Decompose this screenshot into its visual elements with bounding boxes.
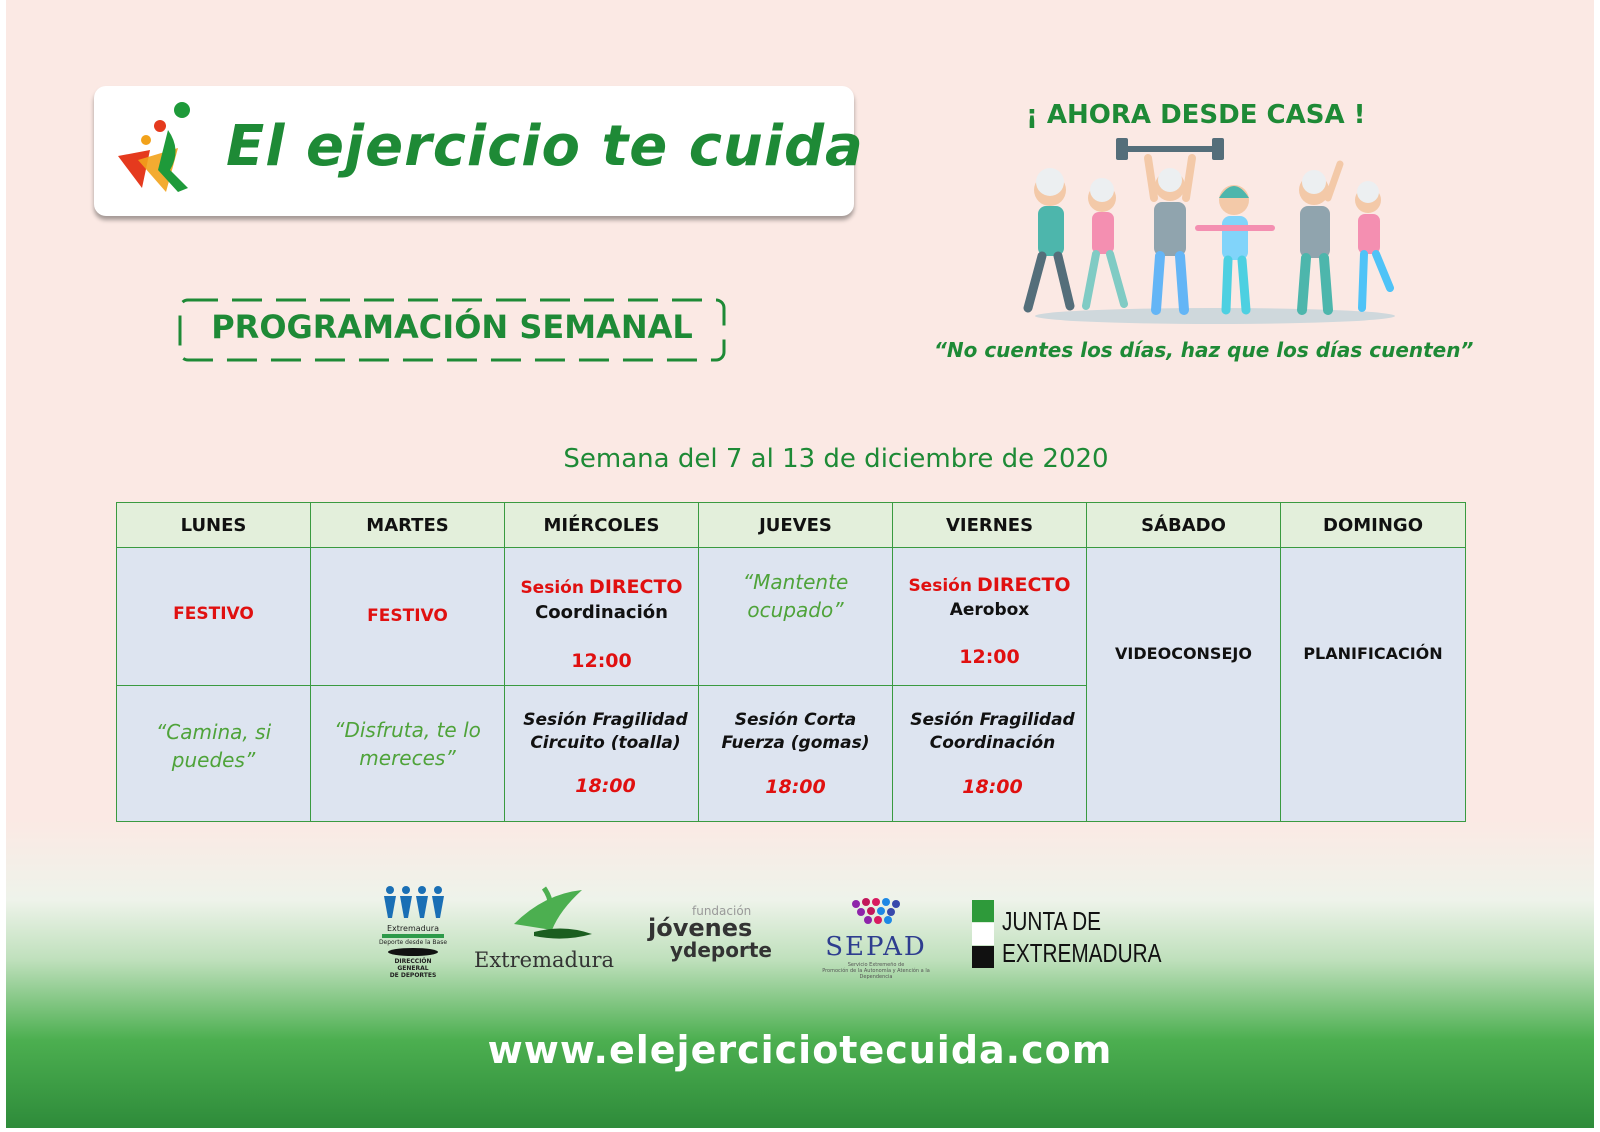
thursday-afternoon-line2: Fuerza (gomas): [721, 733, 870, 753]
logo-sepad-sub2: Promoción de la Autonomía y Atención a la Dependencia: [822, 968, 930, 980]
logo-fundacion-jovenes: [648, 904, 798, 970]
monday-afternoon-cell: [116, 685, 311, 822]
friday-afternoon-cell: [892, 685, 1087, 822]
seniors-exercising-illustration: [1020, 138, 1410, 328]
header-sabado: SÁBADO: [1086, 502, 1281, 548]
header-lunes: LUNES: [116, 502, 311, 548]
friday-afternoon-line2: Coordinación: [929, 733, 1056, 753]
saturday-activity: VIDEOCONSEJO: [1115, 644, 1252, 663]
website-url[interactable]: www.elejerciciotecuida.com: [487, 1028, 1113, 1072]
junta-flag-green: [972, 900, 994, 922]
tuesday-afternoon-cell: [310, 685, 505, 822]
logo-ddb-line3: DIRECCIÓN GENERAL: [394, 958, 432, 972]
thursday-quote: “Mantente ocupado”: [742, 570, 849, 622]
wednesday-live-label: DIRECTO: [589, 576, 683, 598]
brand-logo-card: [94, 86, 864, 216]
logo-sepad-label: SEPAD: [825, 932, 927, 962]
header-martes: MARTES: [310, 502, 505, 548]
sepad-dots-icon: [806, 898, 946, 928]
weekly-schedule-table: [116, 502, 1466, 818]
wednesday-morning-time: 12:00: [571, 650, 632, 672]
wednesday-afternoon-line2: Circuito (toalla): [530, 733, 681, 753]
thursday-afternoon-line1: Sesión Corta: [734, 710, 857, 730]
logo-ydeporte-label: ydeporte: [670, 938, 772, 962]
header-jueves: JUEVES: [698, 502, 893, 548]
logo-fundacion-label: fundación: [692, 904, 752, 918]
thursday-afternoon-time: 18:00: [765, 776, 826, 798]
tuesday-morning-cell: [310, 547, 505, 686]
friday-morning-time: 12:00: [959, 646, 1020, 668]
sunday-cell: [1280, 547, 1466, 822]
wednesday-afternoon-cell: [504, 685, 699, 822]
logo-jovenes-label: jóvenes: [648, 914, 753, 942]
monday-quote: “Camina, si puedes”: [155, 720, 272, 772]
friday-morning-cell: [892, 547, 1087, 686]
header-domingo: DOMINGO: [1280, 502, 1466, 548]
poster: [6, 0, 1594, 1128]
header-viernes: VIERNES: [892, 502, 1087, 548]
wednesday-activity: Coordinación: [535, 602, 668, 623]
logo-junta-extremadura: [972, 900, 1172, 980]
logo-deporte-desde-la-base: [378, 884, 448, 984]
monday-holiday-label: FESTIVO: [173, 604, 254, 624]
logo-extremadura-label: Extremadura: [474, 948, 615, 972]
brand-emblem-icon: [108, 100, 198, 200]
figures-icon: [378, 884, 448, 920]
logo-junta-line1: JUNTA DE: [1002, 906, 1102, 936]
junta-flag-white: [972, 923, 994, 945]
friday-live-line: [893, 574, 1086, 596]
logo-ddb-line4: DE DEPORTES: [389, 972, 437, 979]
logo-sepad-sub1: Servicio Extremeño de: [847, 962, 905, 968]
wednesday-afternoon-time: 18:00: [575, 775, 636, 797]
thursday-afternoon-cell: [698, 685, 893, 822]
logo-ddb-line1: Extremadura: [387, 924, 439, 933]
logo-extremadura: [474, 884, 624, 974]
program-title-box: [178, 298, 726, 362]
extremadura-bird-icon: [474, 884, 624, 944]
sunday-activity: PLANIFICACIÓN: [1303, 644, 1443, 663]
thursday-morning-cell: [698, 547, 893, 686]
logo-sepad: [806, 898, 946, 978]
program-title: PROGRAMACIÓN SEMANAL: [211, 308, 693, 346]
logo-ddb-bar: [382, 934, 444, 938]
logo-ddb-line2: Deporte desde la Base: [378, 939, 448, 946]
week-label: Semana del 7 al 13 de diciembre de 2020: [563, 444, 1109, 474]
wednesday-morning-cell: [504, 547, 699, 686]
monday-morning-cell: [116, 547, 311, 686]
header-miercoles: MIÉRCOLES: [504, 502, 699, 548]
motivational-quote: “No cuentes los días, haz que los días cuenten”: [934, 338, 1474, 362]
friday-afternoon-line1: Sesión Fragilidad: [910, 710, 1075, 730]
wednesday-afternoon-line1: Sesión Fragilidad: [523, 710, 688, 730]
wednesday-live-line: [505, 576, 698, 598]
wednesday-session-label: Sesión: [520, 578, 584, 598]
friday-activity: Aerobox: [949, 600, 1030, 620]
logo-junta-line2: EXTREMADURA: [1002, 938, 1162, 968]
tuesday-quote: “Disfruta, te lo mereces”: [334, 718, 481, 770]
friday-afternoon-time: 18:00: [962, 776, 1023, 798]
saturday-cell: [1086, 547, 1281, 822]
tagline: ¡ AHORA DESDE CASA !: [1026, 100, 1366, 130]
junta-flag-black: [972, 946, 994, 968]
tuesday-holiday-label: FESTIVO: [367, 606, 448, 626]
friday-session-label: Sesión: [908, 576, 972, 596]
brand-title: El ejercicio te cuida: [226, 114, 864, 179]
friday-live-label: DIRECTO: [977, 574, 1071, 596]
logo-ddb-swoosh: [388, 948, 438, 956]
